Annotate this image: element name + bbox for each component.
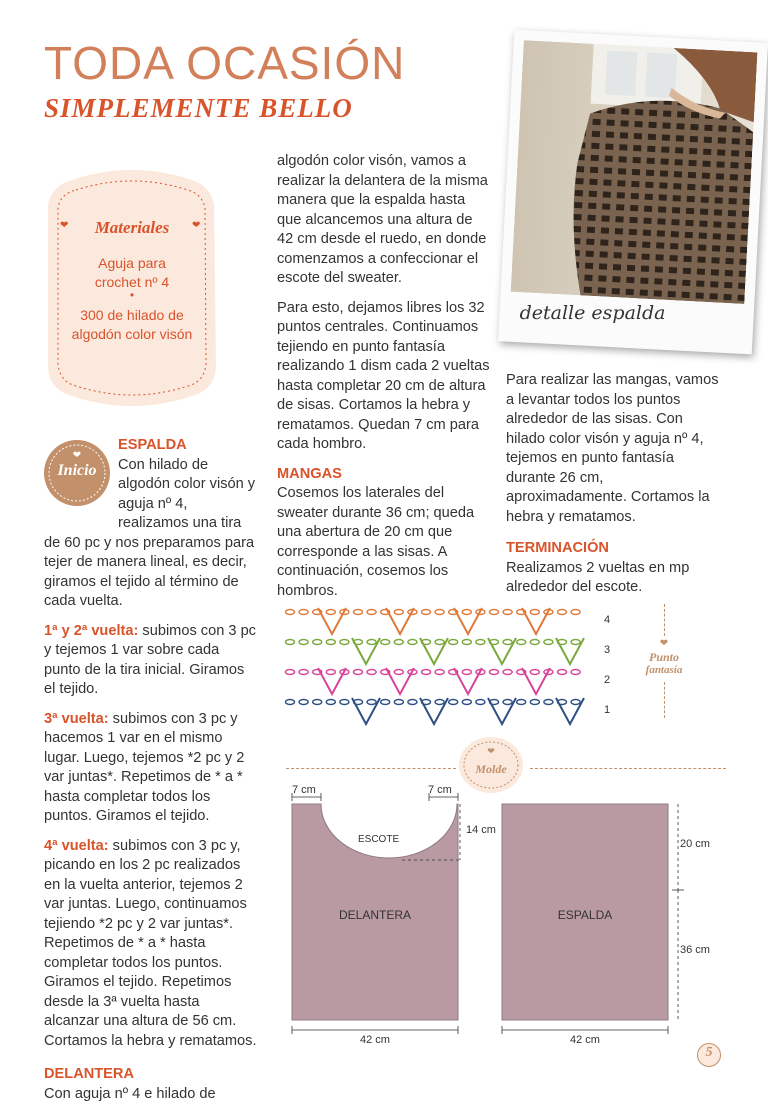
stitch-chart	[284, 600, 664, 728]
column-2	[277, 152, 491, 601]
punto-label-line2: fantasía	[634, 664, 694, 676]
chain-stitch	[571, 610, 580, 615]
escote-label: ESCOTE	[358, 834, 399, 845]
molde-divider	[286, 768, 456, 769]
chain-stitch	[394, 610, 403, 615]
chain-stitch	[476, 640, 485, 645]
chain-stitch	[299, 640, 308, 645]
column-1	[44, 436, 258, 1104]
delantera-intro: Con aguja nº 4 e hilado de	[44, 1085, 258, 1104]
heart-icon: ❤	[192, 220, 200, 231]
molde-divider	[530, 768, 726, 769]
chain-stitch	[503, 610, 512, 615]
espalda-intro: Con hilado de algodón color visón y aguja nº 4, realizamos una tira de 60 pc y nos preparamos para tejer de manera lineal, es decir, giramos el tejido al término de cada vuelta.	[44, 456, 258, 612]
sweater-photo-art	[511, 40, 758, 304]
chain-stitch	[326, 700, 335, 705]
chain-stitch	[286, 610, 295, 615]
row-number-4: 4	[604, 614, 610, 626]
espalda-label: ESPALDA	[502, 908, 668, 922]
chain-stitch	[354, 610, 363, 615]
chain-stitch	[408, 700, 417, 705]
chain-stitch	[462, 700, 471, 705]
materials-box	[42, 168, 222, 408]
chain-stitch	[503, 700, 512, 705]
heart-icon: ❤	[42, 450, 112, 461]
chain-stitch	[313, 700, 322, 705]
chain-stitch	[558, 610, 567, 615]
chain-stitch	[286, 700, 295, 705]
delantera-continued: algodón color visón, vamos a realizar la delantera de la misma manera que la espalda hasta que alcancemos una altura de 42 cm desde el ruedo, en donde comenzamos a confeccionar el escote del sweater.	[277, 152, 491, 289]
mangas-paragraph: Cosemos los laterales del sweater durante 36 cm; queda una abertura de 20 cm que corresponde a las sisas. A continuación, cosemos los hombros.	[277, 484, 491, 601]
materials-bullet: •	[62, 288, 202, 302]
chain-stitch	[313, 640, 322, 645]
chain-stitch	[544, 640, 553, 645]
page-number: 5	[697, 1045, 721, 1061]
chain-stitch	[340, 640, 349, 645]
chain-stitch	[326, 670, 335, 675]
punto-label-line1: Punto	[634, 650, 694, 665]
chain-stitch	[367, 610, 376, 615]
stitch-row-3	[286, 638, 585, 664]
chain-stitch	[286, 670, 295, 675]
chain-stitch	[422, 610, 431, 615]
neck-left-dim: 7 cm	[292, 784, 316, 796]
chain-stitch	[367, 670, 376, 675]
stitch-row-1	[286, 698, 585, 724]
terminacion-paragraph: Realizamos 2 vueltas en mp alrededor del escote.	[506, 559, 720, 598]
pattern-diagram	[282, 780, 722, 1050]
delantera-label: DELANTERA	[292, 908, 458, 922]
neck-depth-dim: 14 cm	[466, 824, 496, 836]
lower-height-dim: 36 cm	[680, 944, 710, 956]
stitch-row-2	[286, 668, 581, 694]
espalda-heading: ESPALDA	[118, 436, 258, 456]
chain-stitch	[571, 640, 580, 645]
chain-stitch	[299, 700, 308, 705]
photo-polaroid	[498, 30, 768, 355]
heart-icon: ❤	[60, 220, 68, 231]
neck-right-dim: 7 cm	[428, 784, 452, 796]
chain-stitch	[476, 700, 485, 705]
chain-stitch	[394, 640, 403, 645]
chain-stitch	[462, 610, 471, 615]
materials-item-yarn: 300 de hilado de algodón color visón	[64, 306, 200, 344]
chain-stitch	[354, 670, 363, 675]
chain-stitch	[530, 670, 539, 675]
chain-stitch	[326, 640, 335, 645]
chain-stitch	[435, 700, 444, 705]
chain-stitch	[326, 610, 335, 615]
chain-stitch	[435, 610, 444, 615]
chain-stitch	[530, 640, 539, 645]
divider	[664, 604, 665, 636]
chain-stitch	[530, 700, 539, 705]
vuelta-4-paragraph: 4ª vuelta: subimos con 3 pc y, picando en los 2 pc realizados en la vuelta anterior, tejemos 2 var juntas. Luego, continuamos tejiendo *2 pc y 2 var juntas*. Repetimos de * a * hasta completar todos los puntos. Giramos el tejido. Repetimos desde la 3ª vuelta hasta alcanzar una altura de 56 cm. Cortamos la hebra y rematamos.	[44, 837, 258, 1052]
chain-stitch	[490, 610, 499, 615]
mangas-heading: MANGAS	[277, 465, 491, 485]
delantera-heading: DELANTERA	[44, 1065, 258, 1085]
materials-item-needle: Aguja para crochet nº 4	[80, 254, 184, 292]
chain-stitch	[299, 610, 308, 615]
chain-stitch	[449, 640, 458, 645]
terminacion-heading: TERMINACIÓN	[506, 539, 720, 559]
chain-stitch	[517, 640, 526, 645]
chain-stitch	[381, 700, 390, 705]
row-number-1: 1	[604, 704, 610, 716]
chain-stitch	[422, 670, 431, 675]
chain-stitch	[490, 670, 499, 675]
chain-stitch	[299, 670, 308, 675]
row-number-2: 2	[604, 674, 610, 686]
upper-height-dim: 20 cm	[680, 838, 710, 850]
stitch-row-4	[286, 608, 581, 634]
chain-stitch	[503, 670, 512, 675]
chain-stitch	[340, 700, 349, 705]
chain-stitch	[503, 640, 512, 645]
chain-stitch	[394, 670, 403, 675]
inicio-label: Inicio	[42, 462, 112, 480]
sweater-back-photo	[511, 40, 758, 304]
chain-stitch	[462, 640, 471, 645]
chain-stitch	[544, 700, 553, 705]
back-width-dim: 42 cm	[502, 1034, 668, 1046]
vuelta-1-2-paragraph: 1ª y 2ª vuelta: subimos con 3 pc y tejemos 1 var sobre cada punto de la tira inicial. Giramos el tejido.	[44, 622, 258, 700]
materials-label: Materiales	[62, 218, 202, 238]
chain-stitch	[462, 670, 471, 675]
chain-stitch	[367, 700, 376, 705]
chain-stitch	[435, 670, 444, 675]
chain-stitch	[394, 700, 403, 705]
punto-fantasia-label	[634, 604, 694, 718]
front-width-dim: 42 cm	[292, 1034, 458, 1046]
chain-stitch	[571, 700, 580, 705]
chain-stitch	[530, 610, 539, 615]
photo-caption: detalle espalda	[520, 302, 666, 324]
chain-stitch	[435, 640, 444, 645]
column-3	[506, 371, 720, 598]
chain-stitch	[286, 640, 295, 645]
page-subtitle: SIMPLEMENTE BELLO	[44, 93, 353, 124]
chain-stitch	[367, 640, 376, 645]
section-title: TODA OCASIÓN	[44, 36, 405, 90]
molde-label: Molde	[458, 762, 524, 777]
chain-stitch	[517, 700, 526, 705]
row-number-3: 3	[604, 644, 610, 656]
escote-paragraph: Para esto, dejamos libres los 32 puntos centrales. Continuamos tejiendo en punto fantasía realizando 1 dism cada 2 vueltas hasta completar 20 cm de altura de sisas. Cortamos la hebra y rematamos. Quedan 7 cm para cada hombro.	[277, 299, 491, 455]
chain-stitch	[558, 670, 567, 675]
chain-stitch	[449, 700, 458, 705]
chain-stitch	[408, 640, 417, 645]
chain-stitch	[571, 670, 580, 675]
heart-icon: ❤	[634, 638, 694, 649]
heart-icon: ❤	[458, 746, 524, 757]
vuelta-3-paragraph: 3ª vuelta: subimos con 3 pc y hacemos 1 var en el mismo lugar. Luego, tejemos *2 pc y 2 var juntas*. Repetimos de * a * hasta completar todos los puntos. Giramos el tejido.	[44, 710, 258, 827]
mangas-continued: Para realizar las mangas, vamos a levantar todos los puntos alrededor de las sisas. Con hilado color visón y aguja nº 4, tejemos en punto fantasía durante 26 cm, aproximadamente. Cortamos la hebra y rematamos.	[506, 371, 720, 527]
chain-stitch	[381, 640, 390, 645]
divider	[664, 682, 665, 718]
